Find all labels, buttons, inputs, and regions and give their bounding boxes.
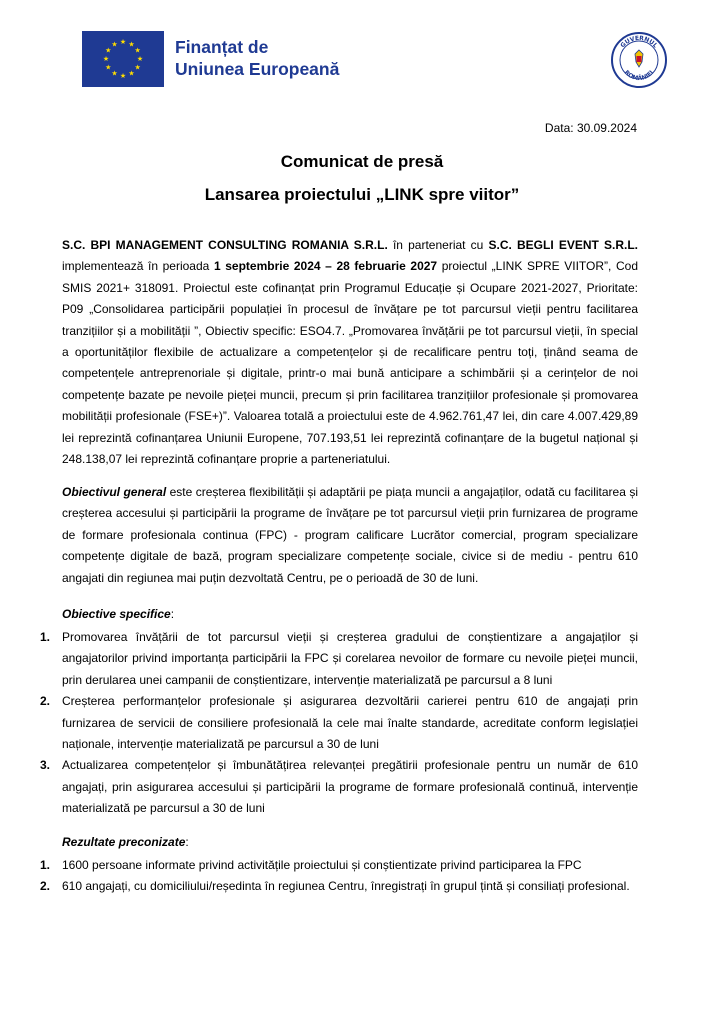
svg-text:★: ★ [105,63,112,72]
svg-text:★: ★ [134,46,141,55]
svg-text:★: ★ [136,55,144,63]
list-number: 2. [40,879,51,894]
list-item [40,691,638,755]
list-number: 2. [40,694,51,709]
eu-stars-icon [82,31,164,87]
list-item-text: 1600 persoane informate privind activitățile proiectului și conștientizate privind participarea la FPC [62,858,582,872]
general-objective-text: este creșterea flexibilității și adaptării pe piața muncii a angajaților, odată cu facilitarea și creșterea accesului și participării la programe de învățare pe tot parcursul vieții prin furnizarea de programe de formare profesionala continua (FPC) - program calificare Lucrător comercial, program specializare competențe digitale de bază, program specializare competențe sociale, civice si de mediu - pentru 610 angajati din regiunea mai puțin dezvoltată Centru, pe o perioadă de 30 de luni. [62,485,638,585]
list-item-text: 610 angajați, cu domiciliului/reședinta în regiunea Centru, înregistrați în grupul țintă și consiliați profesional. [62,879,630,894]
text-span: proiectul „LINK SPRE VIITOR”, Cod SMIS 2021+ 318091. Proiectul este cofinanțat prin Programul Educație și Ocupare 2021-2027, Prioritate: P09 „Consolidarea participării populației în procesul de învățare pe tot parcursul vieții pentru facilitarea tranzițiilor și a mobilității ”, Obiectiv specific: ESO4.7. „Promovarea învățării pe tot parcursul vieții, în special a oportunităților flexibile de actualizare a competențelor și de recalificare pentru toți, ținând seama de competențele antreprenoriale și digitale, printr-o mai bună anticipare a schimbării și a cerințelor de noi competențe bazate pe nevoile pieței muncii, precum și prin facilitarea tranzițiilor profesionale și promovarea mobilității profesionale (FSE+)”. Valoarea totală a proiectului este de 4.962.761,47 lei, din care 4.007.429,89 lei reprezintă cofinanțarea Uniunii Europene, 707.193,51 lei reprezintă cofinanțare de la bugetul național și 248.138,07 lei reprezintă cofinanțare proprie a parteneriatului. [62,259,639,467]
svg-text:★: ★ [134,63,141,72]
project-launch-title: Lansarea proiectului „LINK spre viitor” [204,185,520,204]
eu-funding-line1: Finanțat de [175,37,269,57]
list-item [40,627,638,691]
svg-text:★: ★ [119,38,127,46]
svg-text:★: ★ [119,72,127,80]
list-item [40,855,638,876]
list-item-text: Creșterea performanțelor profesionale și asigurarea dezvoltării carierei pentru 610 de angajați prin furnizarea de servicii de consiliere profesională la cele mai înalte standarde, acreditate conform legislației naționale, intervenție materializată pe parcursul a 30 de luni [62,694,638,752]
document-date: Data: 30.09.2024 [544,121,637,135]
specific-objectives-list [40,627,638,820]
expected-results-heading [62,835,189,849]
svg-text:★: ★ [102,55,110,63]
list-item [40,755,638,819]
list-item [40,876,638,897]
svg-text:★: ★ [111,69,118,78]
press-release-title: Comunicat de presă [280,152,444,171]
specific-objectives-label: Obiective specifice [62,607,171,621]
expected-results-list [40,855,638,898]
list-number: 1. [40,858,51,872]
general-objective-label: Obiectivul general [62,485,167,499]
heading-colon: : [185,835,189,849]
heading-colon: : [170,607,175,621]
svg-text:★: ★ [105,46,112,55]
eu-funding-line2: Uniunea Europeană [175,59,340,79]
partner-name: S.C. BEGLI EVENT S.R.L. [488,238,638,252]
list-number: 3. [40,758,51,773]
svg-text:GUVERNUL: GUVERNUL [619,34,659,50]
implementation-period: 1 septembrie 2024 – 28 februarie 2027 [213,259,438,274]
text-span: implementează în perioada [62,259,214,274]
company-name: S.C. BPI MANAGEMENT CONSULTING ROMANIA S.R.L. [62,238,388,252]
svg-text:★: ★ [111,40,118,49]
intro-paragraph [62,235,638,470]
government-seal-logo [611,32,667,88]
eu-flag-logo [82,31,164,87]
expected-results-label: Rezultate preconizate [62,835,186,849]
list-item-text: Promovarea învățării de tot parcursul vieții și creșterea gradului de conștientizare a angajaților și angajatorilor privind importanța participării la FPC și corelarea nevoilor de formare cu nevoile pieței muncii, prin derularea unei campanii de conștientizare, intervenție materializată pe parcursul a 8 luni [62,630,638,687]
svg-text:ROMÂNIEI: ROMÂNIEI [622,69,656,83]
svg-text:★: ★ [128,69,135,78]
list-number: 1. [40,630,51,644]
eu-funding-text [175,36,339,80]
list-item-text: Actualizarea competențelor și îmbunătățirea relevanței pregătirii profesionale pentru un număr de 610 angajați, prin asigurarea accesului și participării la programe de formare profesională continuă, intervenție materializată pe parcursul a 30 de luni [62,758,638,816]
general-objective-paragraph [62,482,638,589]
specific-objectives-heading [62,607,174,621]
svg-text:★: ★ [128,40,135,49]
text-span: în parteneriat cu [387,238,489,252]
